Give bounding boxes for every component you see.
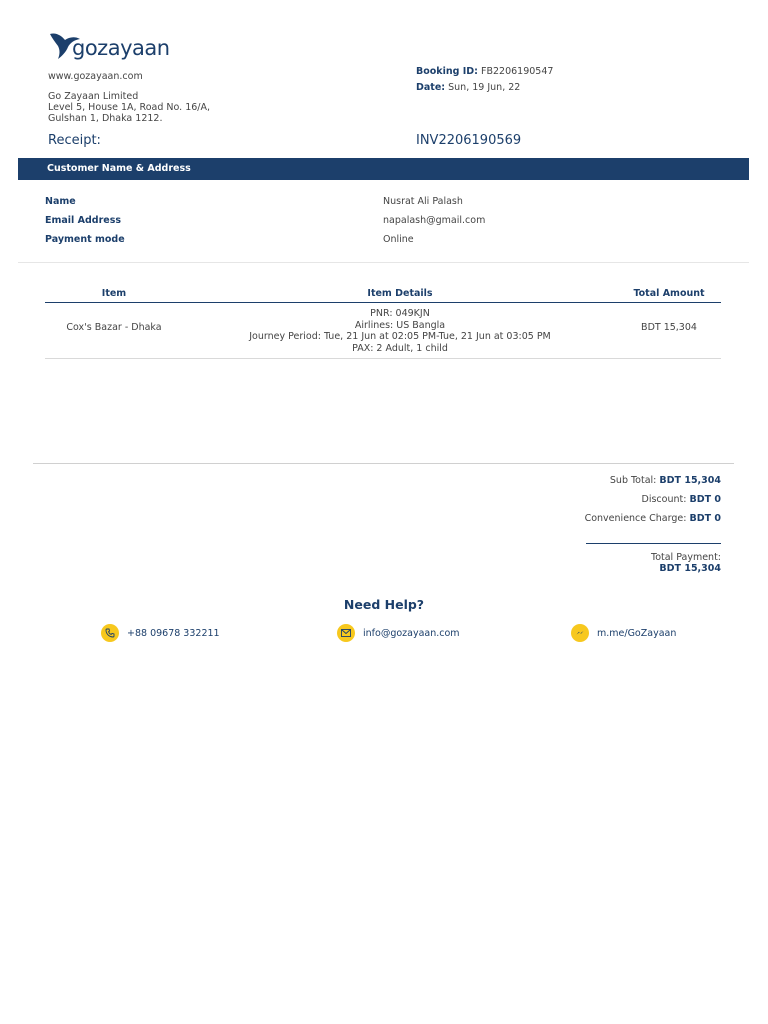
phone-icon: [101, 624, 119, 642]
booking-id-value: FB2206190547: [481, 66, 554, 77]
help-phone[interactable]: [101, 624, 220, 642]
logo-wordmark: gozayaan: [72, 36, 170, 60]
customer-email-label: Email Address: [45, 215, 122, 226]
subtotal-label: Sub Total:: [609, 475, 657, 486]
table-header-item: Item: [101, 288, 127, 299]
discount-row: [642, 494, 721, 505]
item-detail-pax: PAX: 2 Adult, 1 child: [352, 343, 448, 355]
table-row: [45, 303, 721, 358]
item-detail-airline: Airlines: US Bangla: [354, 319, 446, 331]
total-rule: [586, 543, 721, 544]
item-amount-cell: BDT 15,304: [641, 322, 697, 333]
table-bottom-rule: [45, 358, 721, 359]
convenience-value: BDT 0: [689, 513, 721, 524]
booking-id: [416, 66, 553, 77]
total-payment-label: Total Payment:: [651, 552, 721, 563]
total-payment-value: [659, 563, 721, 574]
discount-label: Discount:: [641, 494, 687, 505]
table-header-amount: Total Amount: [633, 288, 705, 299]
company-address-line2: Gulshan 1, Dhaka 1212.: [48, 113, 163, 124]
company-address-line1: Level 5, House 1A, Road No. 16/A,: [48, 102, 211, 113]
item-name-cell: Cox's Bazar - Dhaka: [66, 322, 162, 333]
payment-mode-label: Payment mode: [45, 234, 125, 245]
booking-date: [416, 82, 520, 93]
convenience-row: [585, 513, 721, 524]
help-phone-text[interactable]: +88 09678 332211: [127, 627, 220, 639]
item-detail-journey: Journey Period: Tue, 21 Jun at 02:05 PM-Tue, 21 Jun at 03:05 PM: [249, 331, 551, 343]
subtotal-value: BDT 15,304: [659, 475, 721, 486]
booking-id-label: Booking ID:: [416, 66, 478, 77]
company-name: Go Zayaan Limited: [48, 91, 139, 102]
company-website: www.gozayaan.com: [48, 71, 143, 82]
help-messenger[interactable]: [571, 624, 676, 642]
booking-date-value: Sun, 19 Jun, 22: [448, 82, 521, 93]
envelope-icon: [337, 624, 355, 642]
customer-section-header: [18, 158, 749, 180]
messenger-icon: [571, 624, 589, 642]
section-divider: [18, 262, 749, 263]
total-payment-amount: BDT 15,304: [659, 563, 721, 574]
payment-mode-value: Online: [383, 234, 414, 245]
customer-email-value: napalash@gmail.com: [383, 215, 486, 226]
item-detail-pnr: PNR: 049KJN: [370, 308, 430, 319]
convenience-label: Convenience Charge:: [584, 513, 687, 524]
subtotal-row: [610, 475, 721, 486]
help-email-text[interactable]: info@gozayaan.com: [363, 627, 460, 639]
table-header-details: Item Details: [367, 288, 433, 299]
customer-name-value: Nusrat Ali Palash: [383, 196, 463, 207]
help-messenger-text[interactable]: m.me/GoZayaan: [597, 627, 677, 639]
totals-divider: [33, 463, 734, 464]
help-title: Need Help?: [343, 597, 425, 612]
customer-section-title: Customer Name & Address: [47, 163, 191, 174]
booking-date-label: Date:: [416, 82, 446, 93]
help-email[interactable]: [337, 624, 460, 642]
receipt-label: Receipt:: [48, 133, 101, 148]
brand-logo: [48, 28, 168, 64]
invoice-number: INV2206190569: [416, 133, 522, 148]
customer-name-label: Name: [45, 196, 76, 207]
item-details-cell: [200, 308, 600, 355]
discount-value: BDT 0: [689, 494, 721, 505]
